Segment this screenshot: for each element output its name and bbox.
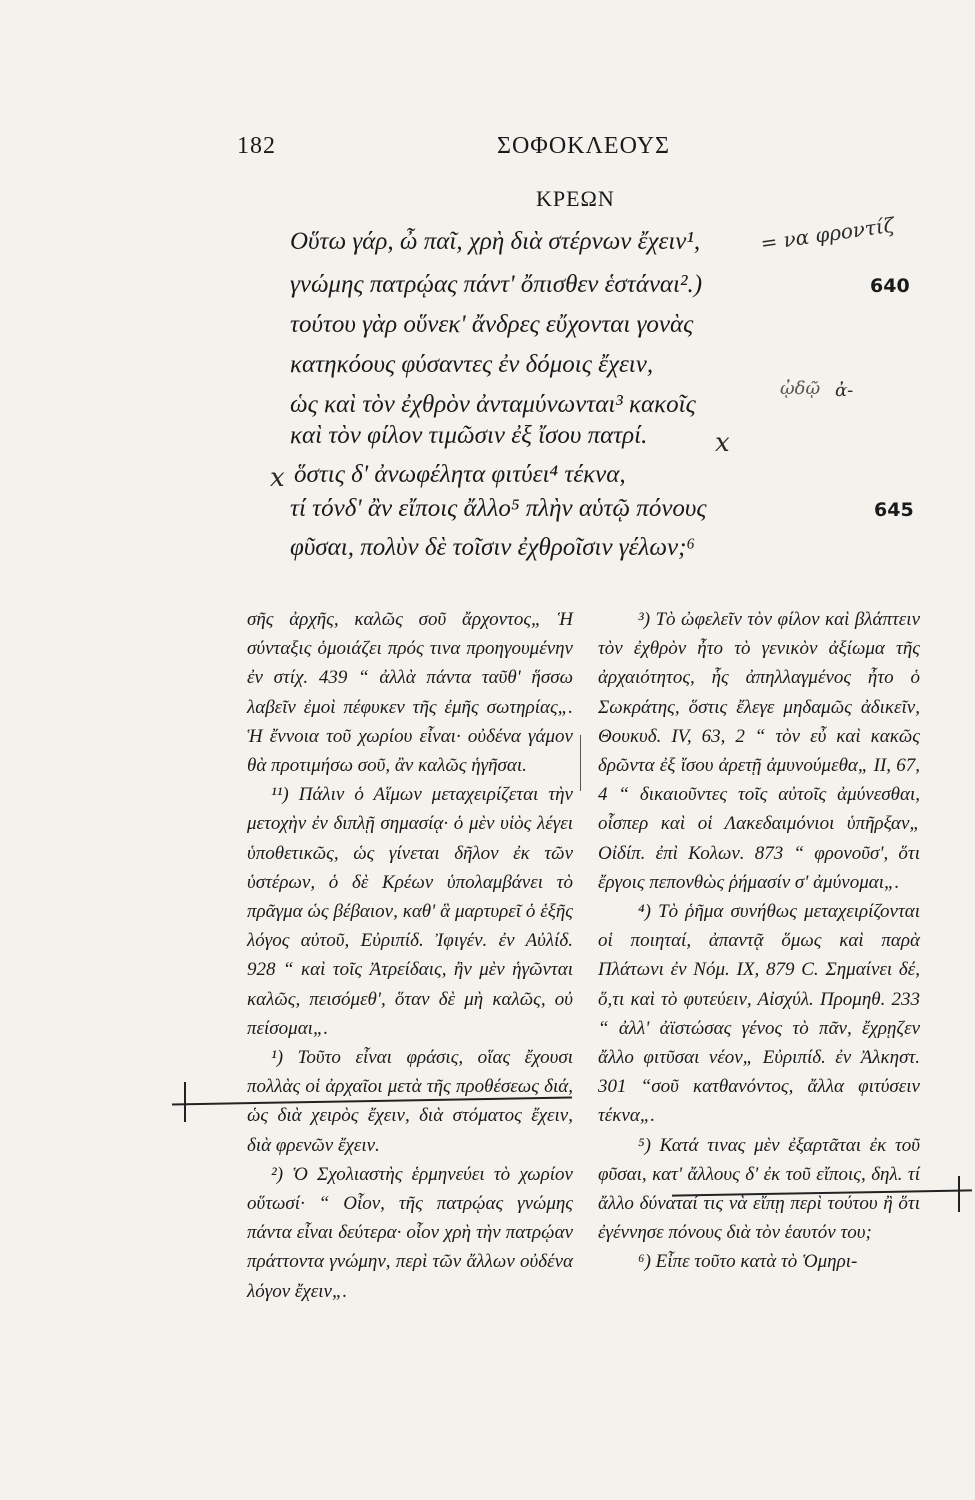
verse-line: ὅστις δ' ἀνωφέλητα φιτύει⁴ τέκνα,	[294, 461, 626, 488]
pen-tick-right	[958, 1176, 960, 1212]
verse-line: ὡς καὶ τὸν ἐχθρὸν ἀνταμύνωνται³ κακοῖς	[290, 391, 696, 418]
verse-line: κατηκόους φύσαντες ἐν δόμοις ἔχειν,	[290, 351, 654, 378]
handwritten-margin-note: = να φροντίζ	[758, 212, 896, 256]
handwritten-scrawl: ᾠδῷ	[780, 378, 821, 399]
note-paragraph: σῆς ἀρχῆς, καλῶς σοῦ ἄρχοντος„ Ἡ σύνταξις ὁμοιάζει πρός τινα προηγουμένην ἐν στίχ. 439 “ ἀλλὰ πάντα ταῦθ' ἥσσω λαβεῖν ἐμοὶ πέφυκεν τῆς ἐμῆς σωτηρίας„. Ἡ ἔννοια τοῦ χωρίου εἶναι· οὐδένα γάμον θὰ προτιμήσω σοῦ, ἂν καλῶς ἡγῆσαι.	[247, 609, 573, 777]
note-paragraph: ⁶) Εἶπε τοῦτο κατὰ τὸ Ὁμηρι-	[638, 1251, 858, 1273]
notes-left-column	[247, 605, 573, 1306]
note-paragraph: ²) Ὁ Σχολιαστὴς ἑρμηνεύει τὸ χωρίον οὕτωσί· “ Οἷον, τῆς πατρῴας γνώμης πάντα εἶναι δεύτερα· οἷον χρὴ τὴν πατρῴαν πράττοντα γνώμην, περὶ τῶν ἄλλων οὐδένα λόγον ἔχειν„.	[247, 1163, 573, 1302]
note-paragraph: ⁴) Τὸ ῥῆμα συνήθως μεταχειρίζονται οἱ ποιηταί, ἀπαντᾷ ὅμως καὶ παρὰ Πλάτωνι ἐν Νόμ. IX, 879 C. Σημαίνει δέ, ὅ,τι καὶ τὸ φυτεύειν, Αἰσχύλ. Προμηθ. 233 “ ἀλλ' ἀϊστώσας γένος τὸ πᾶν, ἔχρῃζεν ἄλλο φιτῦσαι νέον„ Εὐριπίδ. ἐν Ἀλκηστ. 301 “σοῦ κατθανόντος, ἄλλα φιτύσειν τέκνα„.	[598, 901, 920, 1127]
running-title: ΣΟΦΟΚΛΕΟΥΣ	[497, 133, 671, 159]
pen-tick-left	[184, 1082, 186, 1122]
verse-line: γνώμης πατρῴας πάντ' ὄπισθεν ἑστάναι².)	[290, 271, 703, 298]
verse-line: καὶ τὸν φίλον τιμῶσιν ἐξ ἴσου πατρί.	[290, 422, 648, 449]
column-margin-mark	[580, 735, 581, 791]
handwritten-scrawl-2: ἀ-	[835, 380, 854, 401]
speaker-name: ΚΡΕΩΝ	[536, 186, 615, 211]
cross-mark: x	[715, 428, 730, 458]
verse-line: Οὕτω γάρ, ὦ παῖ, χρὴ διὰ στέρνων ἔχειν¹,	[290, 228, 701, 255]
note-paragraph: ⁵) Κατά τινας μὲν ἐξαρτᾶται ἐκ τοῦ φῦσαι, κατ' ἄλλους δ' ἐκ τοῦ εἴποις, δηλ. τί ἄλλο δύναταί τις νὰ εἴπῃ περὶ τούτου ἢ ὅτι ἐγέννησε πόνους διὰ τὸν ἑαυτόν του;	[598, 1134, 920, 1244]
verse-line: τούτου γὰρ οὕνεκ' ἄνδρες εὔχονται γονὰς	[290, 311, 694, 338]
note-paragraph: ¹) Τοῦτο εἶναι φράσις, οἵας ἔχουσι πολλὰς οἱ ἀρχαῖοι μετὰ τῆς προθέσεως διά, ὡς διὰ χειρὸς ἔχειν, διὰ στόματος ἔχειν, διὰ φρενῶν ἔχειν.	[247, 1047, 573, 1156]
verse-line: φῦσαι, πολὺν δὲ τοῖσιν ἐχθροῖσιν γέλων;⁶	[290, 534, 696, 561]
line-number-640: 640	[870, 275, 910, 297]
line-number-645: 645	[874, 499, 914, 521]
page-number: 182	[237, 133, 276, 159]
note-paragraph: ³) Τὸ ὠφελεῖν τὸν φίλον καὶ βλάπτειν τὸν ἐχθρὸν ἦτο τὸ γενικὸν ἀξίωμα τῆς ἀρχαιότητος, ἧς ἀπηλλαγμένος ἦτο ὁ Σωκράτης, ὅστις ἔλεγε μηδαμῶς ἀδικεῖν, Θουκυδ. IV, 63, 2 “ τὸν εὖ καὶ κακῶς δρῶντα ἐξ ἴσου ἀρετῇ ἀμυνούμεθα„ II, 67, 4 “ δικαιοῦντες τοῖς αὐτοῖς ἀμύνεσθαι, οἷσπερ καὶ οἱ Λακεδαιμόνιοι ὑπῆρξαν„ Οἰδίπ. ἐπὶ Κολων. 873 “ φρονοῦσ', ὅτι ἔργοις πεπονθὼς ῥήμασίν σ' ἀμύνομαι„.	[598, 609, 920, 893]
verse-line: τί τόνδ' ἂν εἴποις ἄλλο⁵ πλὴν αὑτῷ πόνους	[290, 495, 707, 522]
cross-mark-2: x	[270, 463, 285, 493]
notes-right-column	[598, 605, 920, 1277]
note-paragraph: ¹¹) Πάλιν ὁ Αἵμων μεταχειρίζεται τὴν μετοχὴν ἐν διπλῇ σημασίᾳ· ὁ μὲν υἱὸς λέγει ὑποθετικῶς, ὡς γίνεται δῆλον ἐκ τῶν ὑστέρων, ὁ δὲ Κρέων ὑπολαμβάνει τὸ πρᾶγμα ὡς βέβαιον, καθ' ἃ μαρτυρεῖ ὁ ἑξῆς λόγος αὐτοῦ, Εὐριπίδ. Ἰφιγέν. ἐν Αὐλίδ. 928 “ καὶ τοῖς Ἀτρείδαις, ἢν μὲν ἡγῶνται καλῶς, πεισόμεθ', ὅταν δὲ μὴ καλῶς, οὐ πείσομαι„.	[247, 784, 573, 1039]
